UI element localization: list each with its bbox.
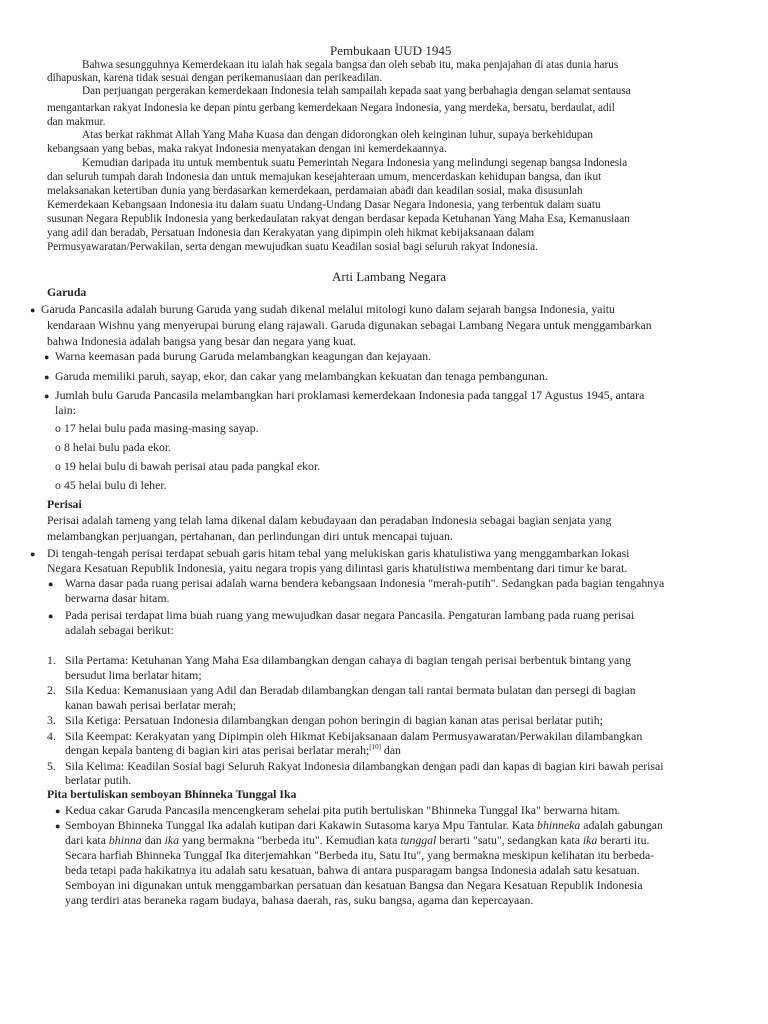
bullet-icon: ● xyxy=(55,806,61,816)
pita-b2-line3: Secara harfiah Bhinneka Tunggal Ika diterjemahkan "Berbeda itu, Satu Itu", yang bermakna meskipun kelihatan itu berbeda- xyxy=(65,848,655,862)
sila-2-line2: kanan bawah perisai berlatar merah; xyxy=(65,698,236,712)
perisai-bullet3-line1: Pada perisai terdapat lima buah ruang yang mewujudkan dasar negara Pancasila. Pengaturan lambang pada ruang perisai xyxy=(65,608,635,622)
heading-perisai: Perisai xyxy=(47,497,82,511)
p4-line2: dan seluruh tumpah darah Indonesia dan untuk memajukan kesejahteraan umum, mencerdaskan kehidupan bangsa, dan ikut xyxy=(47,171,602,183)
p4-line5: susunan Negara Republik Indonesia yang berkedaulatan rakyat dengan berdasar kepada Ketuhanan Yang Maha Esa, Kemanusiaan xyxy=(47,213,630,225)
p4-line1: Kemudian daripada itu untuk membentuk suatu Pemerintah Negara Indonesia yang melindungi segenap bangsa Indonesia xyxy=(82,157,628,169)
perisai-bullet3-line2: adalah sebagai berikut: xyxy=(65,623,174,637)
p2-line2: mengantarkan rakyat Indonesia ke depan pintu gerbang kemerdekaan Negara Indonesia, yang merdeka, bersatu, berdaulat, adil xyxy=(47,102,615,114)
bullet-icon: ● xyxy=(30,305,36,315)
sila-1-line2: bersudut lima berlatar hitam; xyxy=(65,668,202,682)
p4-line4: Kemerdekaan Kebangsaan Indonesia itu dalam suatu Undang-Undang Dasar Negara Indonesia, yang terbentuk dalam suatu xyxy=(47,199,601,211)
title-arti-lambang: Arti Lambang Negara xyxy=(332,269,447,284)
footnote-ref[interactable]: [10] xyxy=(369,743,381,752)
bullet-icon: ● xyxy=(48,611,54,621)
sila-5-line2: berlatar putih. xyxy=(65,773,132,787)
pita-b2-line2: dari kata bhinna dan ika yang bermakna "berbeda itu". Kemudian kata tunggal berarti "satu", sedangkan kata ika berarti itu. xyxy=(65,833,650,847)
p1-line2: dihapuskan, karena tidak sesuai dengan perikemanusiaan dan perikeadilan. xyxy=(47,72,383,84)
p3-line2: kebangsaan yang bebas, maka rakyat Indonesia menyatakan dengan ini kemerdekaannya. xyxy=(47,143,447,155)
sila-number: 4. xyxy=(47,729,56,743)
sub-marker: o xyxy=(55,459,61,473)
p4-line7: Permusyawaratan/Perwakilan, serta dengan mewujudkan suatu Keadilan sosial bagi seluruh rakyat Indonesia. xyxy=(47,241,538,253)
sila-number: 1. xyxy=(47,653,56,667)
sila-3-line1: Sila Ketiga: Persatuan Indonesia dilambangkan dengan pohon beringin di bagian kanan atas perisai berlatar putih; xyxy=(65,713,603,727)
perisai-bullet2-line2: berwarna dasar hitam. xyxy=(65,591,170,605)
sila-4-line1: Sila Keempat: Kerakyatan yang Dipimpin oleh Hikmat Kebijaksanaan dalam Permusyawaratan/Perwakilan dilambangkan xyxy=(65,729,643,743)
perisai-bullet1-line1: Di tengah-tengah perisai terdapat sebuah garis hitam tebal yang melukiskan garis khatulistiwa yang menggambarkan lokasi xyxy=(47,546,630,560)
garuda-item-1: Warna keemasan pada burung Garuda melambangkan keagungan dan kejayaan. xyxy=(55,349,432,363)
garuda-intro-line2: kendaraan Wishnu yang menyerupai burung elang rajawali. Garuda digunakan sebagai Lambang Negara untuk menggambarkan xyxy=(47,318,652,332)
pita-b1: Kedua cakar Garuda Pancasila mencengkeram sehelai pita putih bertuliskan "Bhinneka Tunggal Ika" berwarna hitam. xyxy=(65,803,621,817)
perisai-bullet2-line1: Warna dasar pada ruang perisai adalah warna bendera kebangsaan Indonesia "merah-putih". Sedangkan pada bagian tengahnya xyxy=(65,576,665,590)
garuda-sub-3: 19 helai bulu di bawah perisai atau pada pangkal ekor. xyxy=(64,459,321,473)
bullet-icon: ● xyxy=(30,549,36,559)
sila-number: 2. xyxy=(47,683,56,697)
bullet-icon: ● xyxy=(44,391,50,401)
sila-1-line1: Sila Pertama: Ketuhanan Yang Maha Esa dilambangkan dengan cahaya di bagian tengah perisai berbentuk bintang yang xyxy=(65,653,632,667)
p1-line1: Bahwa sesungguhnya Kemerdekaan itu ialah hak segala bangsa dan oleh sebab itu, maka penjajahan di atas dunia harus xyxy=(82,59,619,71)
sub-marker: o xyxy=(55,478,61,492)
sila-4-line2: dengan kepala banteng di bagian kiri atas perisai berlatar merah;[10] dan xyxy=(65,743,401,757)
bullet-icon: ● xyxy=(48,579,54,589)
heading-pita: Pita bertuliskan semboyan Bhinneka Tunggal Ika xyxy=(47,787,297,801)
garuda-intro-line1: Garuda Pancasila adalah burung Garuda yang sudah dikenal melalui mitologi kuno dalam sejarah bangsa Indonesia, yaitu xyxy=(41,302,615,316)
pita-b2-line5: Semboyan ini digunakan untuk menggambarkan persatuan dan kesatuan Bangsa dan Negara Kesatuan Republik Indonesia xyxy=(65,878,643,892)
bullet-icon: ● xyxy=(55,821,61,831)
garuda-item-2: Garuda memiliki paruh, sayap, ekor, dan cakar yang melambangkan kekuatan dan tenaga pembangunan. xyxy=(55,369,548,383)
sub-marker: o xyxy=(55,421,61,435)
sub-marker: o xyxy=(55,440,61,454)
p2-line3: dan makmur. xyxy=(47,116,106,128)
title-pembukaan: Pembukaan UUD 1945 xyxy=(330,43,452,58)
sila-number: 5. xyxy=(47,759,56,773)
bullet-icon: ● xyxy=(44,372,50,382)
perisai-bullet1-line2: Negara Kesatuan Republik Indonesia, yaitu negara tropis yang dilintasi garis khatulistiwa membentang dari timur ke barat. xyxy=(47,561,628,575)
sila-2-line1: Sila Kedua: Kemanusiaan yang Adil dan Beradab dilambangkan dengan tali rantai bermata bulatan dan persegi di bagian xyxy=(65,683,636,697)
perisai-intro-line2: melambangkan perjuangan, pertahanan, dan perlindungan diri untuk mencapai tujuan. xyxy=(47,529,453,543)
p2-line1: Dan perjuangan pergerakan kemerdekaan Indonesia telah sampailah kepada saat yang berbahagia dengan selamat sentausa xyxy=(82,85,631,97)
p3-line1: Atas berkat rakhmat Allah Yang Maha Kuasa dan dengan didorongkan oleh keinginan luhur, supaya berkehidupan xyxy=(82,129,593,141)
p4-line6: yang adil dan beradab, Persatuan Indonesia dan Kerakyatan yang dipimpin oleh hikmat kebijaksanaan dalam xyxy=(47,227,535,239)
perisai-intro-line1: Perisai adalah tameng yang telah lama dikenal dalam kebudayaan dan peradaban Indonesia sebagai bagian senjata yang xyxy=(47,513,612,527)
p4-line3: melaksanakan ketertiban dunia yang berdasarkan kemerdekaan, perdamaian abadi dan keadilan sosial, maka disusunlah xyxy=(47,185,583,197)
heading-garuda: Garuda xyxy=(47,285,87,299)
garuda-intro-line3: bahwa Indonesia adalah bangsa yang besar dan negara yang kuat. xyxy=(47,334,357,348)
garuda-item-3-line2: lain: xyxy=(55,403,76,417)
pita-b2-line4: beda tetapi pada hakikatnya itu adalah satu kesatuan, bahwa di antara pusparagam bangsa Indonesia adalah satu kesatuan. xyxy=(65,863,640,877)
sila-5-line1: Sila Kelima: Keadilan Sosial bagi Seluruh Rakyat Indonesia dilambangkan dengan padi dan kapas di bagian kiri bawah perisai xyxy=(65,759,664,773)
pita-b2-line6: yang terdiri atas beraneka ragam budaya, bahasa daerah, ras, suku bangsa, agama dan kepercayaan. xyxy=(65,893,534,907)
sila-number: 3. xyxy=(47,713,56,727)
garuda-item-3-line1: Jumlah bulu Garuda Pancasila melambangkan hari proklamasi kemerdekaan Indonesia pada tanggal 17 Agustus 1945, antara xyxy=(55,388,645,402)
garuda-sub-4: 45 helai bulu di leher. xyxy=(64,478,167,492)
garuda-sub-1: 17 helai bulu pada masing-masing sayap. xyxy=(64,421,259,435)
pita-b2-line1: Semboyan Bhinneka Tunggal Ika adalah kutipan dari Kakawin Sutasoma karya Mpu Tantular. Kata bhinneka adalah gabungan xyxy=(65,818,663,832)
garuda-sub-2: 8 helai bulu pada ekor. xyxy=(64,440,172,454)
bullet-icon: ● xyxy=(44,352,50,362)
